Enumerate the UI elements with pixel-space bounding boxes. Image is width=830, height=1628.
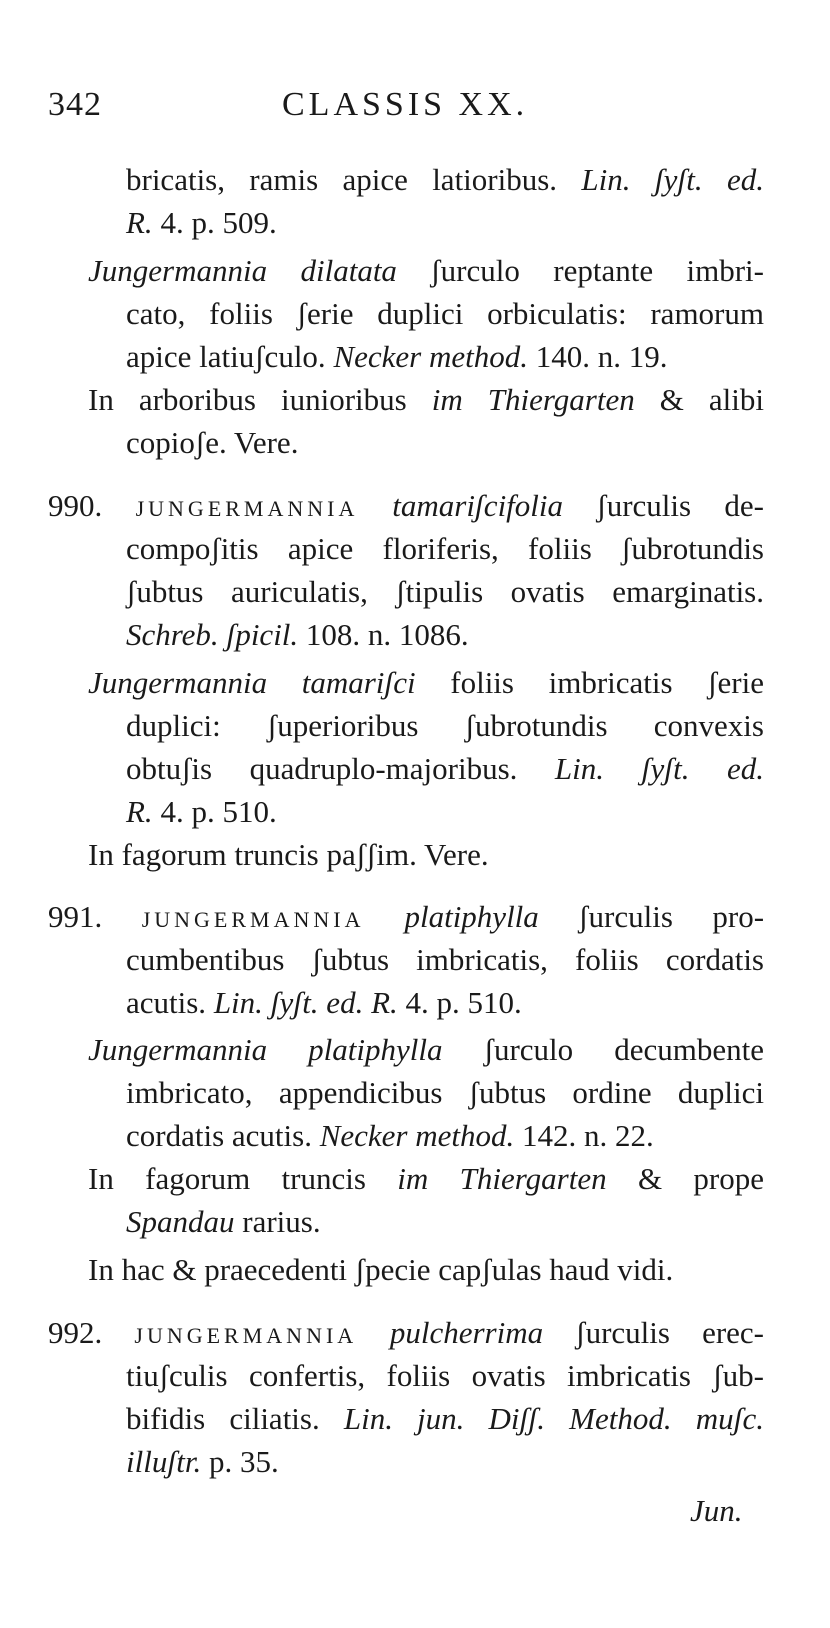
text-line (48, 1313, 764, 1356)
roman-text: imbricato, appendicibus ʃubtus ordine duplici (126, 1075, 764, 1110)
page-header (0, 86, 830, 136)
roman-text: cato, foliis ʃerie duplici orbiculatis: ramorum (126, 296, 764, 331)
roman-text: In arboribus iunioribus (88, 382, 432, 417)
roman-text: acutis. (126, 985, 214, 1020)
roman-text: tiuʃculis confertis, foliis ovatis imbricatis ʃub- (126, 1358, 764, 1393)
roman-text: rarius. (234, 1204, 321, 1239)
text-line (126, 203, 277, 243)
roman-text: ʃurculo decumbente (442, 1032, 765, 1067)
roman-text: In hac & praecedenti ʃpecie capʃulas haud vidi. (88, 1252, 674, 1287)
roman-text: ʃurculis erec- (543, 1315, 765, 1350)
text-line (126, 749, 764, 789)
text-line (48, 897, 764, 940)
text-line (88, 1250, 673, 1290)
italic-text: Necker method. (319, 1118, 515, 1153)
text-line (126, 1399, 764, 1439)
roman-text: & alibi (634, 382, 764, 417)
text-line (88, 380, 764, 420)
text-line (88, 1030, 764, 1070)
text-line (126, 160, 764, 200)
page-number: 342 (48, 86, 102, 123)
text-line (126, 1073, 764, 1113)
roman-text: ʃurculis de- (563, 488, 764, 523)
roman-text: bifidis ciliatis. (126, 1401, 344, 1436)
text-line (126, 706, 764, 746)
text-line (88, 251, 764, 291)
roman-text: cordatis acutis. (126, 1118, 320, 1153)
roman-text: copioʃe. Vere. (126, 425, 299, 460)
roman-text: foliis imbricatis ʃerie (415, 665, 764, 700)
text-line (126, 572, 764, 612)
text-line (126, 529, 764, 569)
roman-text: obtuʃis quadruplo-majoribus. (126, 751, 555, 786)
text-line (126, 615, 469, 655)
italic-text: tamariʃcifolia (392, 488, 564, 523)
italic-text: Necker method. (333, 339, 528, 374)
italic-text: Jungermannia tamariʃci (88, 665, 416, 700)
catchword: Jun. (690, 1493, 743, 1528)
roman-text: 4. p. 509. (152, 205, 277, 240)
genus-smallcaps: JUNGERMANNIA (141, 907, 405, 932)
italic-text: Jungermannia platiphylla (88, 1032, 443, 1067)
text-line (126, 1202, 321, 1242)
text-line (88, 1159, 764, 1199)
roman-text: In fagorum truncis (88, 1161, 398, 1196)
text-line (126, 423, 298, 463)
italic-text: Lin. ʃyʃt. ed. R. (213, 985, 398, 1020)
roman-text: 4. p. 510. (397, 985, 522, 1020)
italic-text: im Thiergarten (397, 1161, 607, 1196)
roman-text: apice latiuʃculo. (126, 339, 334, 374)
text-line (88, 663, 764, 703)
roman-text: & prope (606, 1161, 765, 1196)
text-line (126, 1442, 279, 1482)
roman-text: cumbentibus ʃubtus imbricatis, foliis cordatis (126, 942, 764, 977)
roman-text: bricatis, ramis apice latioribus. (126, 162, 582, 197)
italic-text: illuʃtr. (126, 1444, 202, 1479)
text-line (126, 792, 277, 832)
genus-smallcaps: JUNGERMANNIA (135, 496, 393, 521)
roman-text: p. 35. (201, 1444, 279, 1479)
running-head: CLASSIS XX. (282, 86, 529, 123)
roman-text: 142. n. 22. (514, 1118, 654, 1153)
genus-smallcaps: JUNGERMANNIA (134, 1323, 390, 1348)
italic-text: R. (126, 205, 153, 240)
roman-text: 108. n. 1086. (298, 617, 469, 652)
italic-text: Spandau (126, 1204, 235, 1239)
italic-text: Jungermannia dilatata (88, 253, 397, 288)
roman-text: 992. (48, 1315, 135, 1350)
text-line (126, 1356, 764, 1396)
italic-text: Lin. jun. Diʃʃ. Method. muʃc. (343, 1401, 764, 1436)
italic-text: Lin. ʃyʃt. ed. (554, 751, 764, 786)
text-line (126, 983, 522, 1023)
text-line (88, 835, 489, 875)
roman-text: 4. p. 510. (152, 794, 277, 829)
text-line (126, 337, 667, 377)
italic-text: Lin. ʃyʃt. ed. (581, 162, 764, 197)
italic-text: R. (126, 794, 153, 829)
roman-text: compoʃitis apice floriferis, foliis ʃubrotundis (126, 531, 764, 566)
roman-text: ʃurculo reptante imbri- (396, 253, 764, 288)
text-line (126, 294, 764, 334)
text-line (126, 940, 764, 980)
text-line (48, 486, 764, 529)
italic-text: pulcherrima (389, 1315, 544, 1350)
roman-text: duplici: ʃuperioribus ʃubrotundis convexis (126, 708, 764, 743)
roman-text: ʃubtus auriculatis, ʃtipulis ovatis emarginatis. (126, 574, 764, 609)
roman-text: 991. (48, 899, 142, 934)
roman-text: 990. (48, 488, 136, 523)
italic-text: platiphylla (404, 899, 539, 934)
roman-text: 140. n. 19. (527, 339, 668, 374)
italic-text: im Thiergarten (431, 382, 635, 417)
text-line (126, 1116, 654, 1156)
italic-text: Schreb. ʃpicil. (126, 617, 299, 652)
roman-text: In fagorum truncis paʃʃim. Vere. (88, 837, 489, 872)
roman-text: ʃurculis pro- (538, 899, 765, 934)
